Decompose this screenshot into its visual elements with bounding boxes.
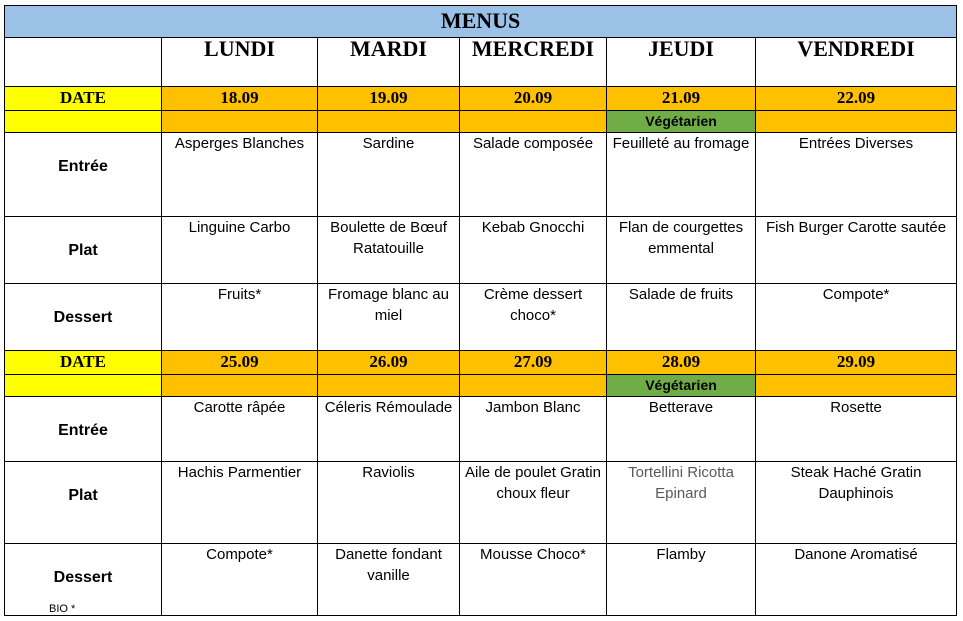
day-header: VENDREDI xyxy=(756,38,957,87)
menu-cell: Tortellini Ricotta Epinard xyxy=(607,462,756,544)
menu-cell: Fromage blanc au miel xyxy=(318,284,460,351)
date-cell: 21.09 xyxy=(607,87,756,111)
day-header: MARDI xyxy=(318,38,460,87)
menu-cell: Compote* xyxy=(756,284,957,351)
vegetarian-row-week-2 xyxy=(5,375,957,397)
date-cell: 26.09 xyxy=(318,351,460,375)
menu-cell: Flan de courgettes emmental xyxy=(607,217,756,284)
row-label-main: Plat xyxy=(5,217,162,284)
menu-cell: Mousse Choco* xyxy=(460,544,607,616)
menu-cell: Salade composée xyxy=(460,133,607,217)
menu-cell: Feuilleté au fromage xyxy=(607,133,756,217)
main-row-week-2 xyxy=(5,462,957,544)
date-cell: 22.09 xyxy=(756,87,957,111)
vegetarian-badge: Végétarien xyxy=(607,375,756,397)
starter-row-week-2 xyxy=(5,397,957,462)
menu-cell: Betterave xyxy=(607,397,756,462)
starter-row-week-1 xyxy=(5,133,957,217)
menu-cell: Hachis Parmentier xyxy=(162,462,318,544)
empty-cell xyxy=(5,375,162,397)
date-cell: 29.09 xyxy=(756,351,957,375)
date-label: DATE xyxy=(5,351,162,375)
menu-cell: Carotte râpée xyxy=(162,397,318,462)
empty-cell xyxy=(162,375,318,397)
menu-title: MENUS xyxy=(5,6,957,38)
days-row xyxy=(5,38,957,87)
empty-cell xyxy=(318,111,460,133)
title-row xyxy=(5,6,957,38)
menu-cell: Entrées Diverses xyxy=(756,133,957,217)
date-cell: 28.09 xyxy=(607,351,756,375)
menu-cell: Aile de poulet Gratin choux fleur xyxy=(460,462,607,544)
date-cell: 25.09 xyxy=(162,351,318,375)
main-row-week-1 xyxy=(5,217,957,284)
empty-cell xyxy=(756,111,957,133)
date-label: DATE xyxy=(5,87,162,111)
date-cell: 20.09 xyxy=(460,87,607,111)
date-cell: 19.09 xyxy=(318,87,460,111)
menu-cell: Fish Burger Carotte sautée xyxy=(756,217,957,284)
menu-cell: Steak Haché Gratin Dauphinois xyxy=(756,462,957,544)
row-label-starter: Entrée xyxy=(5,133,162,217)
day-header: JEUDI xyxy=(607,38,756,87)
vegetarian-badge: Végétarien xyxy=(607,111,756,133)
menu-cell: Jambon Blanc xyxy=(460,397,607,462)
menu-cell: Flamby xyxy=(607,544,756,616)
menu-cell: Salade de fruits xyxy=(607,284,756,351)
empty-cell xyxy=(162,111,318,133)
day-header: MERCREDI xyxy=(460,38,607,87)
menu-table xyxy=(4,5,957,616)
date-cell: 27.09 xyxy=(460,351,607,375)
menu-cell: Asperges Blanches xyxy=(162,133,318,217)
menu-cell: Sardine xyxy=(318,133,460,217)
menu-cell: Linguine Carbo xyxy=(162,217,318,284)
dessert-row-week-2 xyxy=(5,544,957,616)
menu-cell: Crème dessert choco* xyxy=(460,284,607,351)
empty-cell xyxy=(5,111,162,133)
menu-cell: Fruits* xyxy=(162,284,318,351)
menu-cell: Boulette de Bœuf Ratatouille xyxy=(318,217,460,284)
menu-cell: Compote* xyxy=(162,544,318,616)
corner-cell xyxy=(5,38,162,87)
vegetarian-row-week-1 xyxy=(5,111,957,133)
menu-cell: Danone Aromatisé xyxy=(756,544,957,616)
menu-cell: Kebab Gnocchi xyxy=(460,217,607,284)
day-header: LUNDI xyxy=(162,38,318,87)
row-label-dessert: Dessert xyxy=(5,284,162,351)
menu-cell: Rosette xyxy=(756,397,957,462)
menu-cell: Céleris Rémoulade xyxy=(318,397,460,462)
row-label-starter: Entrée xyxy=(5,397,162,462)
empty-cell xyxy=(460,111,607,133)
date-cell: 18.09 xyxy=(162,87,318,111)
row-label-main: Plat xyxy=(5,462,162,544)
empty-cell xyxy=(318,375,460,397)
row-label-dessert: Dessert xyxy=(5,544,162,616)
menu-cell: Raviolis xyxy=(318,462,460,544)
date-row-week-2 xyxy=(5,351,957,375)
date-row-week-1 xyxy=(5,87,957,111)
menu-cell: Danette fondant vanille xyxy=(318,544,460,616)
empty-cell xyxy=(460,375,607,397)
bio-footnote: BIO * xyxy=(49,603,76,615)
empty-cell xyxy=(756,375,957,397)
dessert-row-week-1 xyxy=(5,284,957,351)
